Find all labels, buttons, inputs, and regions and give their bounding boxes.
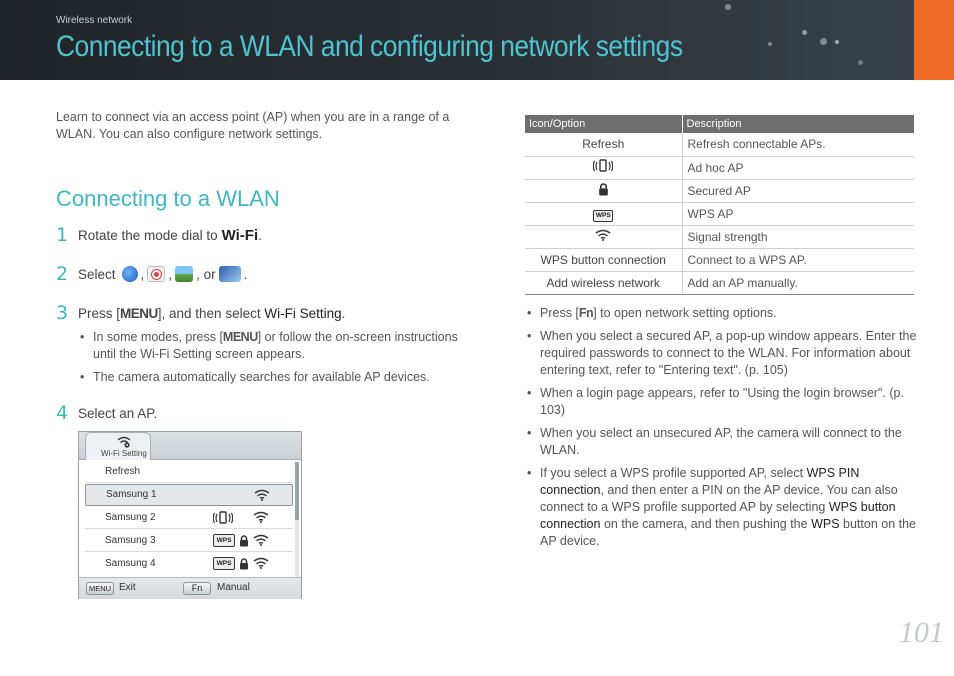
table-row	[525, 271, 914, 294]
wifi-setting-label: Wi-Fi Setting	[264, 305, 342, 321]
step-text: Select	[78, 266, 116, 282]
option-cell: Add wireless network	[525, 271, 682, 294]
wps-icon: WPS	[213, 557, 235, 570]
bullet-item	[527, 305, 917, 322]
fn-button-glyph: Fn	[578, 306, 594, 320]
decor-dot	[768, 42, 772, 46]
separator: ,	[140, 266, 145, 282]
ap-row-refresh[interactable]	[85, 461, 293, 483]
emphasis-text: WPS	[811, 517, 840, 531]
option-cell	[525, 202, 682, 225]
step-1	[56, 224, 262, 246]
bullet-text: If you select a WPS profile supported AP, select	[540, 466, 804, 480]
photo-share-icon	[175, 266, 193, 282]
bullet-text: ] to open network setting options.	[593, 306, 777, 320]
adhoc-icon	[593, 159, 613, 173]
bullet-item	[527, 465, 917, 550]
option-cell	[525, 179, 682, 202]
decor-dot	[802, 30, 807, 35]
wifi-signal-icon	[253, 511, 269, 523]
globe-icon	[122, 266, 138, 282]
step-number: 3	[56, 302, 69, 324]
wifi-signal-icon	[595, 229, 611, 241]
screen-scrollbar[interactable]	[295, 462, 299, 577]
wps-icon: WPS	[593, 210, 613, 222]
description-cell: Refresh connectable APs.	[682, 133, 914, 156]
bullet-text: , and then enter a PIN on the AP device. You can also connect to a WPS profile supported AP by selecting	[540, 483, 898, 514]
separator: , or	[196, 266, 216, 282]
menu-button-glyph: MENU	[120, 305, 158, 321]
section-heading: Connecting to a WLAN	[56, 186, 280, 211]
wifi-signal-icon	[253, 557, 269, 569]
wifi-gear-icon	[116, 435, 132, 448]
option-cell	[525, 156, 682, 179]
table-row	[525, 179, 914, 202]
bullet-item: • When a login page appears, refer to "Using the login browser". (p. 103)	[527, 385, 917, 419]
wps-icon: WPS	[213, 534, 235, 547]
intro-text: Learn to connect via an access point (AP) when you are in a range of a WLAN. You can also configure network settings.	[56, 110, 450, 141]
wifi-setting-tab[interactable]	[85, 432, 151, 460]
emphasis-text: WPS button connection	[540, 500, 896, 531]
table-row	[525, 248, 914, 271]
bullet-text: on the camera, and then pushing the	[603, 517, 808, 531]
lock-icon	[239, 535, 249, 547]
page-title: Connecting to a WLAN and configuring network settings	[56, 30, 683, 63]
decor-dot	[858, 60, 863, 65]
bullet-text: In some modes, press [	[93, 330, 223, 344]
scrollbar-thumb[interactable]	[295, 462, 299, 520]
icon-option-table	[525, 115, 914, 295]
step-2	[56, 263, 247, 285]
row-label: Samsung 2	[105, 512, 156, 523]
manual-label: Manual	[217, 582, 250, 593]
lock-icon	[598, 183, 609, 196]
description-cell: Signal strength	[682, 225, 914, 248]
bullet-text: ] or follow the on-screen instructions until the Wi-Fi Setting screen appears.	[93, 330, 458, 361]
description-cell: Connect to a WPS AP.	[682, 248, 914, 271]
bullet-text: Press [	[540, 306, 579, 320]
step-number: 2	[56, 263, 69, 285]
bullet-text: button on the AP device.	[540, 517, 917, 548]
bullet-item: • When you select a secured AP, a pop-up window appears. Enter the required passwords to connect to the WLAN. For information about entering text, refer to "Entering text". (p. 105)	[527, 328, 917, 379]
step-3	[56, 302, 345, 324]
menu-key[interactable]: MENU	[86, 582, 114, 595]
separator: ,	[168, 266, 173, 282]
decor-dot	[820, 38, 827, 45]
wifi-mode-glyph: Wi-Fi	[221, 226, 259, 244]
social-icon	[147, 266, 165, 282]
step-text: ], and then select	[157, 305, 261, 321]
decor-dot	[725, 4, 731, 10]
wifi-signal-icon	[254, 489, 270, 501]
step-4	[56, 402, 157, 424]
bullet-item: • When you select an unsecured AP, the camera will connect to the WLAN.	[527, 425, 917, 459]
camera-wifi-screen	[78, 431, 302, 599]
step-number: 1	[56, 224, 69, 246]
row-label: Refresh	[105, 466, 141, 477]
option-cell: WPS button connection	[525, 248, 682, 271]
emphasis-text: WPS PIN connection	[540, 466, 860, 497]
wifi-signal-icon	[253, 534, 269, 546]
row-label: Samsung 3	[105, 535, 156, 546]
description-cell: Add an AP manually.	[682, 271, 914, 294]
row-label: Samsung 4	[105, 558, 156, 569]
description-cell: Secured AP	[682, 179, 914, 202]
step-text-end: .	[258, 227, 262, 243]
screen-bottom-bar	[79, 577, 301, 599]
header-orange-tab	[914, 0, 954, 80]
table-row	[525, 156, 914, 179]
decor-dot	[835, 40, 839, 44]
menu-button-glyph: MENU	[222, 330, 258, 344]
step-text-end: .	[243, 266, 248, 282]
notes-list	[527, 305, 917, 556]
step-text-end: .	[341, 305, 346, 321]
description-cell: Ad hoc AP	[682, 156, 914, 179]
column-header: Icon/Option	[525, 115, 682, 133]
step-text: Press [	[78, 305, 121, 321]
description-cell: WPS AP	[682, 202, 914, 225]
option-cell: Refresh	[525, 133, 682, 156]
table-row	[525, 225, 914, 248]
lock-icon	[239, 558, 249, 570]
ap-row[interactable]	[85, 553, 293, 575]
tab-label: Wi-Fi Setting	[101, 449, 147, 458]
page-header	[0, 0, 954, 80]
ap-row[interactable]	[85, 530, 293, 552]
remote-viewfinder-icon	[219, 266, 241, 282]
ap-row-selected[interactable]	[85, 484, 293, 506]
section-label: Wireless network	[56, 15, 133, 26]
exit-label: Exit	[119, 582, 136, 593]
column-header: Description	[682, 115, 914, 133]
screen-topbar	[79, 432, 301, 460]
table-row	[525, 202, 914, 225]
ap-row[interactable]	[85, 507, 293, 529]
bullet-item	[80, 329, 460, 363]
step-number: 4	[56, 402, 69, 424]
page-number: 101	[899, 616, 944, 649]
row-label: Samsung 1	[106, 489, 157, 500]
option-cell	[525, 225, 682, 248]
fn-key[interactable]: Fn	[183, 582, 211, 595]
bullet-item: • The camera automatically searches for available AP devices.	[80, 369, 460, 386]
step-text: Select an AP.	[78, 405, 158, 421]
adhoc-icon	[213, 511, 233, 525]
step3-notes	[80, 329, 460, 392]
table-row	[525, 133, 914, 156]
step-text: Rotate the mode dial to	[78, 227, 218, 243]
table-header-row	[525, 115, 914, 133]
